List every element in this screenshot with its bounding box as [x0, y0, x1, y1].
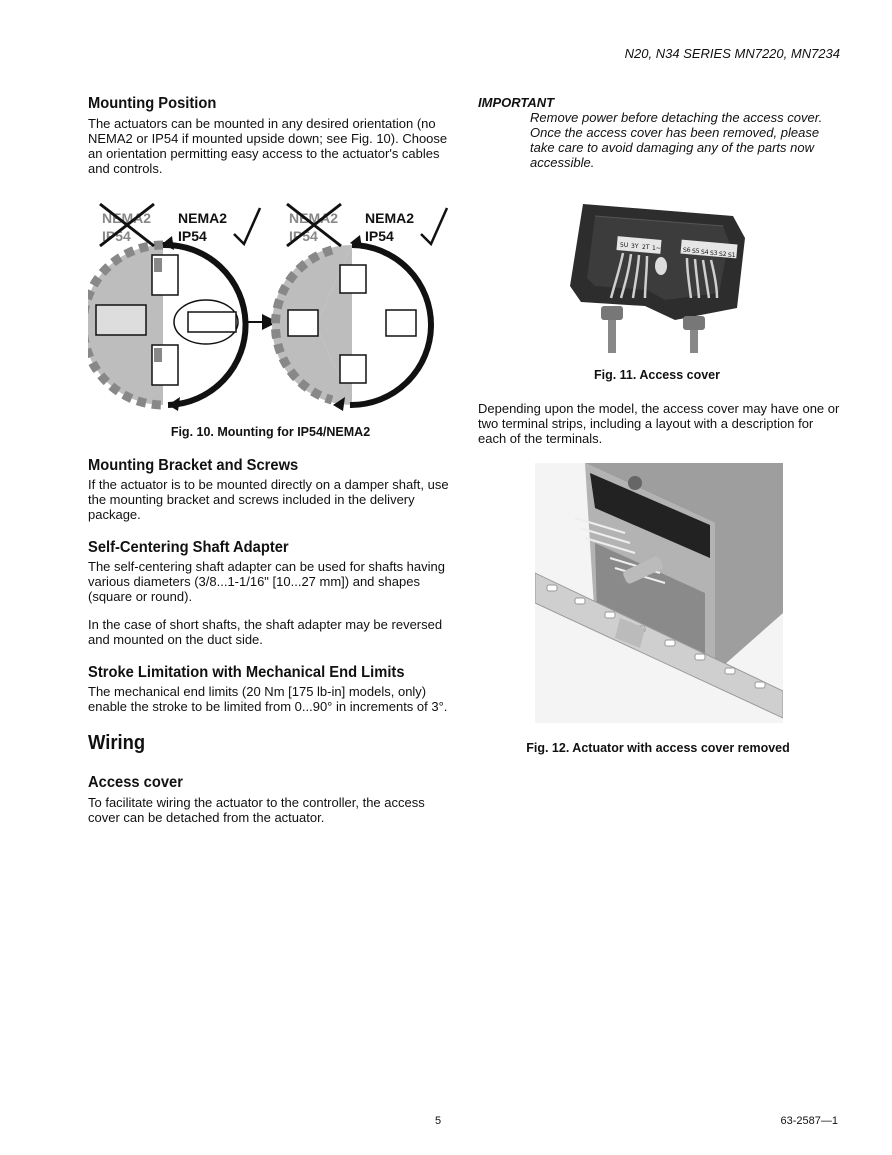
caption-fig10: Fig. 10. Mounting for IP54/NEMA2: [170, 425, 371, 439]
label-ip54-right: IP54: [365, 228, 394, 244]
check-mark-icon: [234, 208, 260, 244]
terminal-label-3y: 3Y: [631, 243, 639, 250]
terminal-label-2t: 2T: [642, 244, 650, 251]
text-access-cover: To facilitate wiring the actuator to the controller, the access cover can be detached from the actuator.: [88, 795, 425, 825]
text-mounting-position: The actuators can be mounted in any desired orientation (no NEMA2 or IP54 if mounted upside down; see Fig. 10). Choose an orientation permitting easy access to the actuator's cables and controls.: [88, 116, 448, 176]
terminal-label-s1: S1: [728, 252, 736, 259]
figure-access-cover: [565, 198, 750, 353]
label-nema2-crossed-left: NEMA2: [102, 210, 152, 226]
text-stroke-limitation: The mechanical end limits (20 Nm [175 lb-in] models, only) enable the stroke to be limited from 0...90° in increments of 3°.: [88, 684, 448, 714]
caption-fig12: Fig. 12. Actuator with access cover removed: [526, 741, 790, 755]
terminal-label-s2: S2: [719, 251, 727, 258]
label-nema2-left: NEMA2: [178, 210, 228, 226]
text-mounting-bracket: If the actuator is to be mounted directly on a damper shaft, use the mounting bracket and screws included in the delivery package.: [88, 477, 449, 522]
heading-shaft-adapter: Self-Centering Shaft Adapter: [88, 539, 289, 556]
text-important: Remove power before detaching the access cover. Once the access cover has been removed, please take care to avoid damaging any of the parts now accessible.: [530, 110, 823, 170]
caption-fig11: Fig. 11. Access cover: [593, 368, 720, 382]
text-terminal-strips: Depending upon the model, the access cover may have one or two terminal strips, including a layout with a description for each of the terminals.: [478, 401, 840, 446]
heading-wiring: Wiring: [88, 732, 146, 754]
label-ip54-crossed-left: IP54: [102, 228, 131, 244]
document-number: 63-2587—1: [780, 1115, 838, 1127]
heading-mounting-bracket: Mounting Bracket and Screws: [88, 457, 299, 474]
terminal-label-s6: S6: [683, 247, 691, 254]
terminal-label-s3: S3: [710, 250, 718, 257]
label-nema2-right: NEMA2: [365, 210, 415, 226]
figure-actuator-open: [535, 463, 783, 723]
label-ip54-crossed-right: IP54: [289, 228, 318, 244]
diagram-right-orientation: [272, 235, 431, 411]
label-important: IMPORTANT: [478, 95, 555, 110]
text-shaft-adapter-1: The self-centering shaft adapter can be used for shafts having various diameters (3/8...1-1/16" [10...27 mm]) and shapes (square or round).: [88, 559, 445, 604]
text-shaft-adapter-2: In the case of short shafts, the shaft adapter may be reversed and mounted on the duct side.: [88, 617, 443, 647]
label-nema2-crossed-right: NEMA2: [289, 210, 339, 226]
label-ip54-left: IP54: [178, 228, 207, 244]
heading-mounting-position: Mounting Position: [88, 95, 217, 112]
figure-mounting-orientation: [88, 200, 458, 415]
terminal-label-5u: 5U: [620, 242, 629, 249]
heading-access-cover: Access cover: [88, 774, 183, 791]
heading-stroke-limitation: Stroke Limitation with Mechanical End Limits: [88, 664, 405, 681]
running-header: N20, N34 SERIES MN7220, MN7234: [624, 46, 840, 61]
page-number: 5: [435, 1115, 442, 1127]
terminal-label-1: 1~: [652, 245, 661, 252]
terminal-label-s5: S5: [692, 248, 700, 255]
diagram-left-orientation: [88, 236, 270, 411]
check-mark-icon: [421, 208, 447, 244]
terminal-label-s4: S4: [701, 249, 709, 256]
